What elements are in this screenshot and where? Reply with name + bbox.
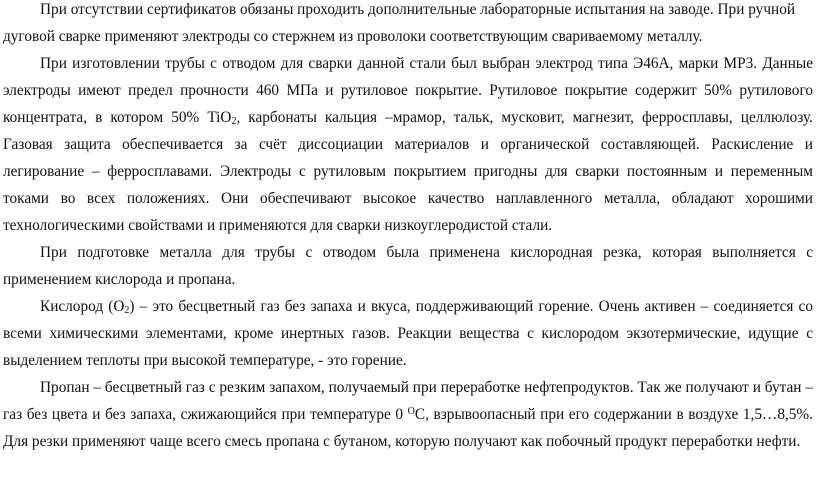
paragraph-text: При отсутствии сертификатов обязаны проходить дополнительные лабораторные испытания на заводе. При ручной дуговой сварке применяют электроды со стержнем из проволоки соответствующим свариваемому металлу.: [3, 1, 796, 45]
paragraph-oxygen-cutting: [3, 239, 813, 293]
paragraph-oxygen: [3, 293, 813, 374]
paragraph-propane: [3, 374, 813, 455]
paragraph-text-part: ) – это бесцветный газ без запаха и вкуса, поддерживающий горение. Очень активен – соединяется со всеми химическими элементами, кроме инертных газов. Реакции вещества с кислородом экзотермические, идущие с выделением теплоты при высокой температуре, - это горение.: [3, 298, 813, 369]
paragraph-text-part: Кислород (O: [40, 298, 125, 315]
document-body: [3, 0, 813, 455]
paragraph-certificates: [3, 0, 813, 50]
paragraph-text: При подготовке металла для трубы с отводом была применена кислородная резка, которая выполняется с применением кислорода и пропана.: [3, 244, 813, 288]
degree-superscript: O: [407, 406, 415, 417]
subscript-2: 2: [124, 305, 130, 316]
paragraph-text-part: C, взрывоопасный при его содержании в воздухе 1,5…8,5%. Для резки применяют чаще всего смесь пропана с бутаном, которую получают как побочный продукт переработки нефти.: [3, 406, 814, 450]
paragraph-text-part: , карбонаты кальция –мрамор, тальк, мусковит, магнезит, ферросплавы, целлюлозу. Газовая защита обеспечивается за счёт диссоциации материалов и органической составляющей. Раскисление и легирование – ферросплавами. Электроды с рутиловым покрытием пригодны для сварки постоянным и переменным токами во всех положениях. Они обеспечивают высокое качество наплавленного металла, обладают хорошими технологическими свойствами и применяются для сварки низкоуглеродистой стали.: [3, 109, 813, 234]
paragraph-electrode: [3, 50, 813, 239]
paragraph-text-part: При изготовлении трубы с отводом для сварки данной стали был выбран электрод типа Э46А, марки МР3. Данные электроды имеют предел прочности 460 МПа и рутиловое покрытие. Рутиловое покрытие содержит 50% рутилового концентрата, в котором 50% TiO: [3, 55, 813, 126]
subscript-2: 2: [231, 116, 237, 127]
paragraph-text-part: Пропан – бесцветный газ с резким запахом, получаемый при переработке нефтепродуктов. Так же получают и бутан – газ без цвета и без запаха, сжижающийся при температуре 0: [3, 379, 813, 423]
